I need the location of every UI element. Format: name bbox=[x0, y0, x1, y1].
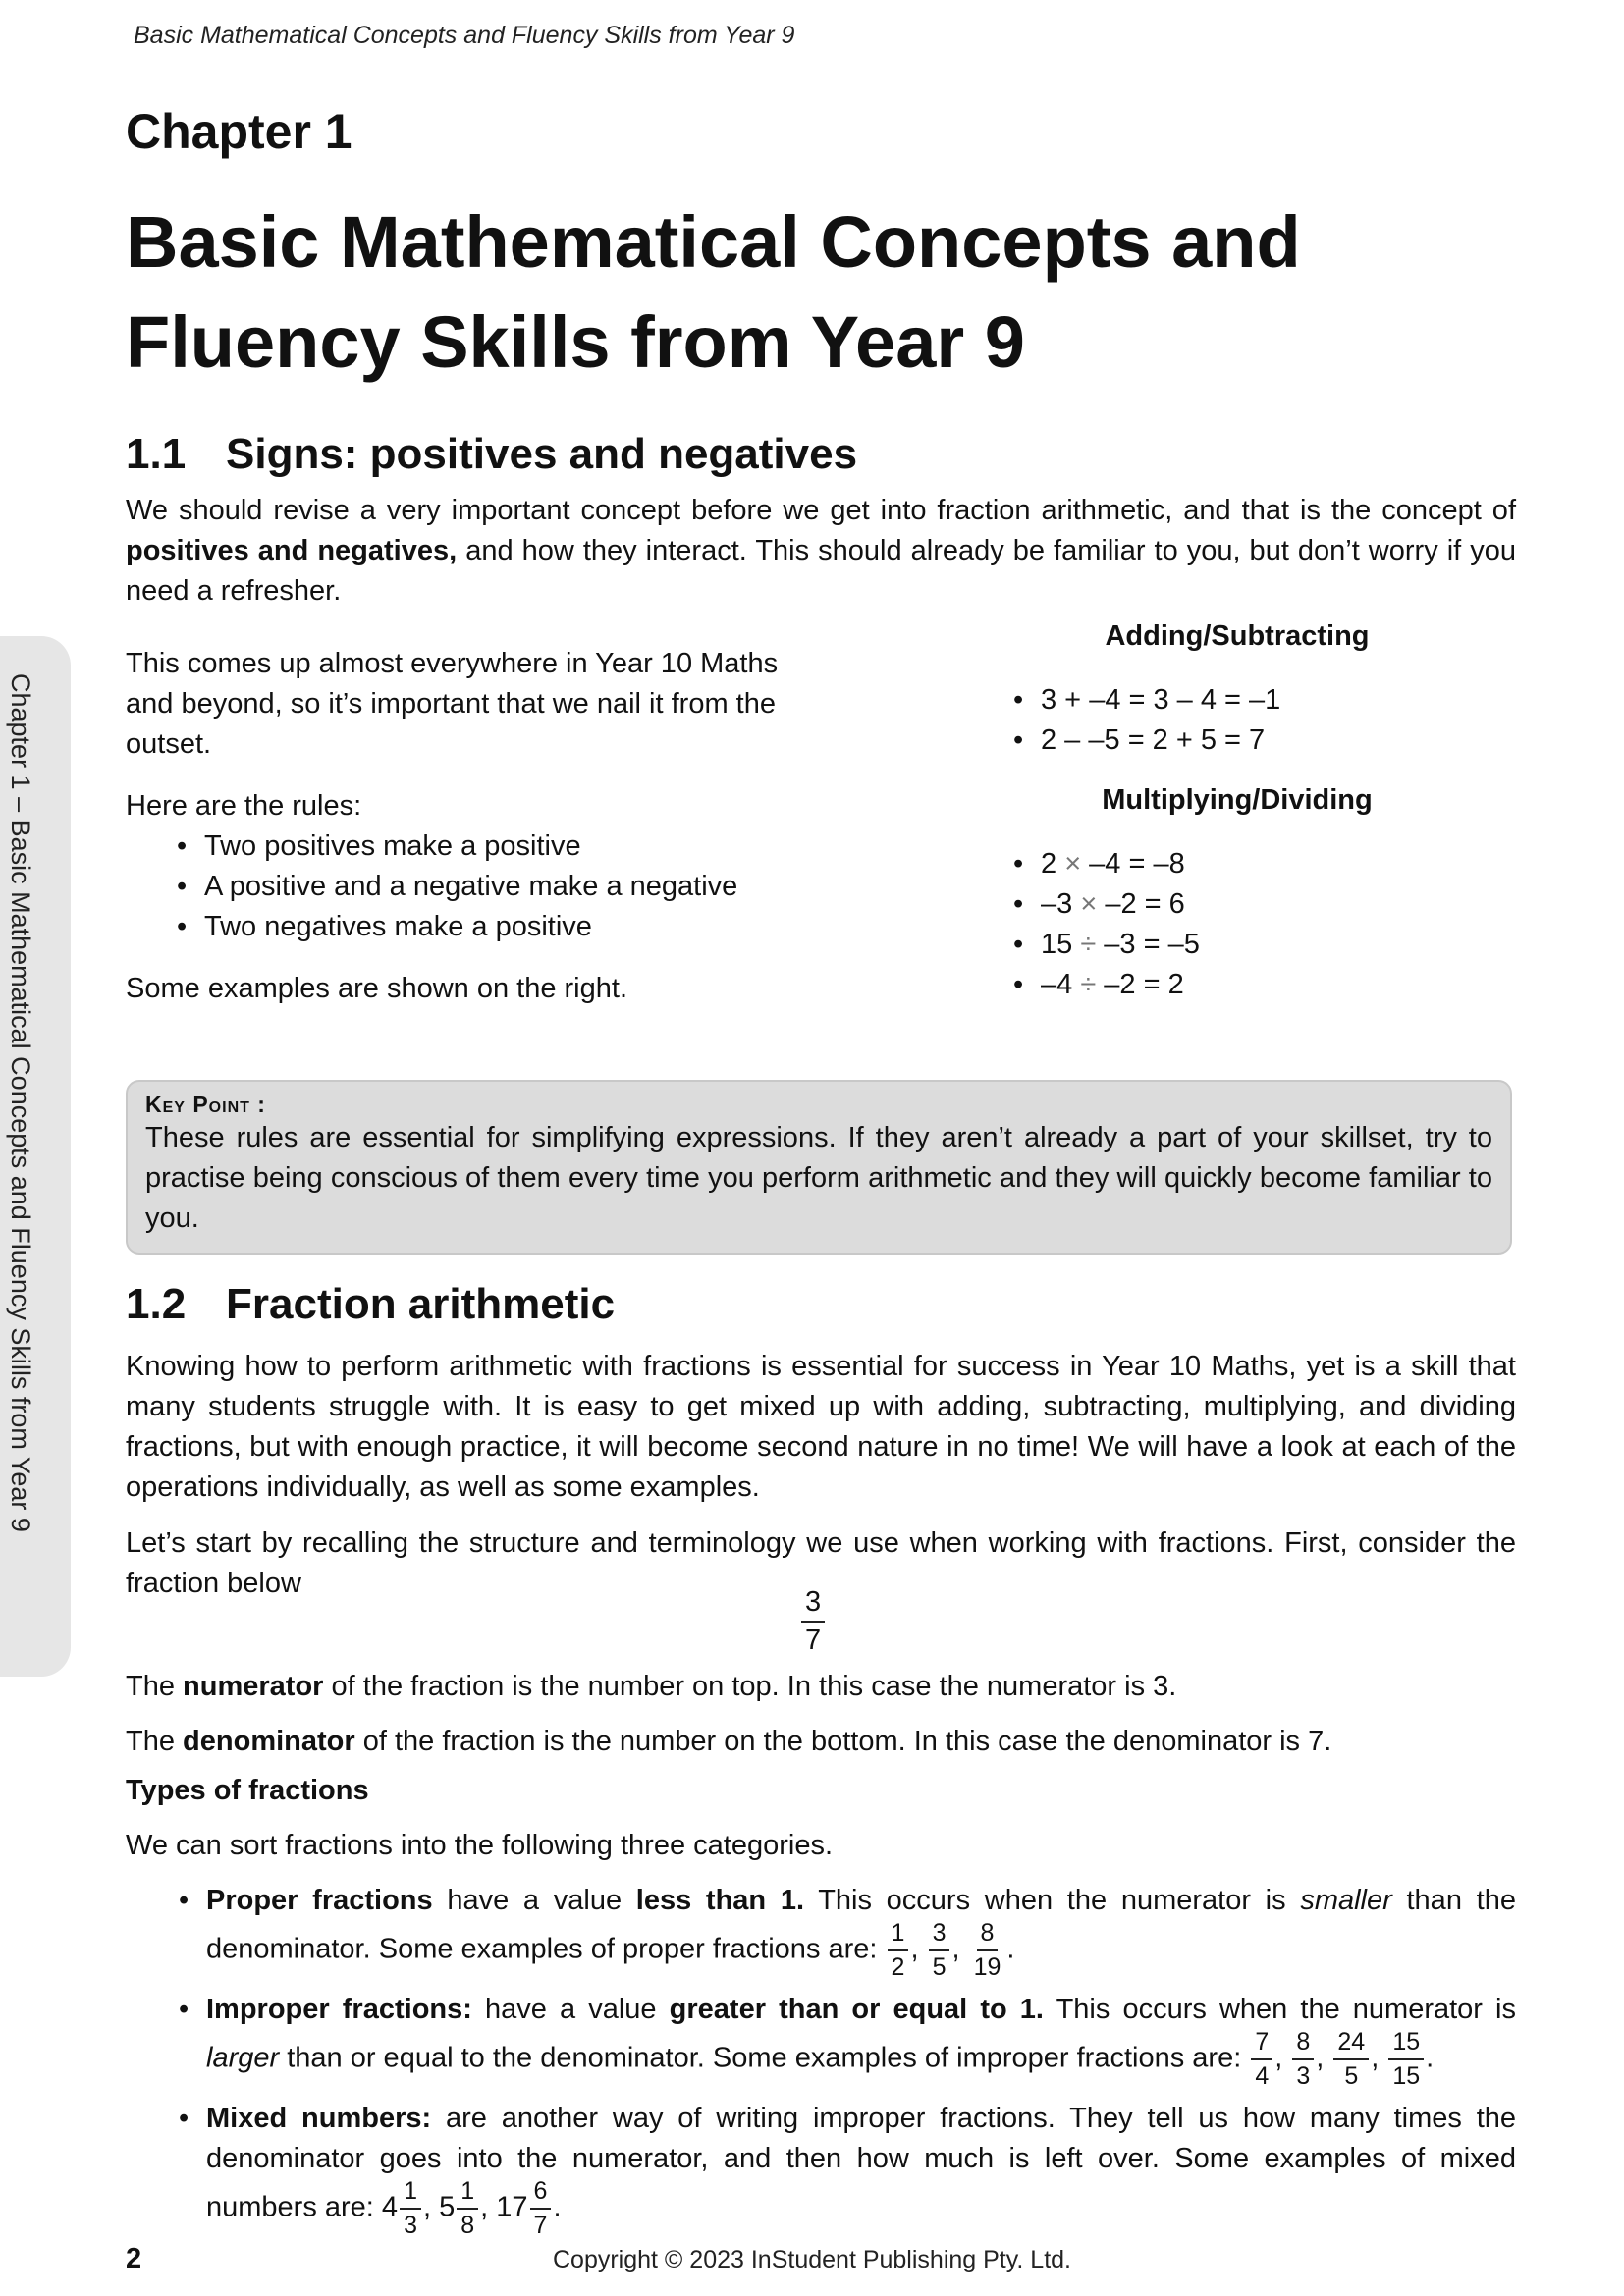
multiplying-examples bbox=[982, 844, 1492, 1005]
section-number: 1.1 bbox=[126, 430, 187, 478]
copyright-notice: Copyright © 2023 InStudent Publishing Pty. Ltd. bbox=[552, 2246, 1071, 2273]
list-item: • –3 × –2 = 6 bbox=[1041, 884, 1492, 925]
denominator-definition: The denominator of the fraction is the number on the bottom. In this case the denominator is 7. bbox=[126, 1726, 1332, 1757]
section-heading-1-1 bbox=[126, 430, 857, 479]
examples-column bbox=[982, 616, 1492, 1025]
types-heading: Types of fractions bbox=[126, 1775, 369, 1806]
list-item: • 3 + –4 = 3 – 4 = –1 bbox=[1041, 680, 1492, 721]
chapter-title: Basic Mathematical Concepts and Fluency Skills from Year 9 bbox=[126, 201, 1301, 383]
section-number: 1.2 bbox=[126, 1280, 187, 1328]
list-item: • A positive and a negative make a negative bbox=[204, 867, 813, 907]
chapter-label: Chapter 1 bbox=[126, 104, 352, 159]
section-1-2-paragraph: Knowing how to perform arithmetic with fractions is essential for success in Year 10 Maths, yet is a skill that many students struggle with. It is easy to get mixed up with adding, subtracting, multiplying, and dividing fractions, but with enough practice, it will become second nature in no time! We will have a look at each of the operations individually, as well as some examples. bbox=[126, 1351, 1516, 1503]
list-item: • 15 ÷ –3 = –5 bbox=[1041, 925, 1492, 965]
list-item: • Mixed numbers: are another way of writing improper fractions. They tell us how many times the denominator goes into the numerator, and then how much is left over. Some examples of mixed numbers are: 4 $\frac{1}{3}$ , 5 $\frac{1}{8}$ , 17 $\frac{6}{7}$ . bbox=[206, 2099, 1516, 2238]
list-item: • Improper fractions: have a value greater than or equal to 1. This occurs when the numerator is larger than or equal to the denominator. Some examples of improper fractions are: $\frac{7}{4}$ , $\frac{8}{3}$ , $\frac{24}{5}$ , $\frac{15}{15}$ . bbox=[206, 1990, 1516, 2089]
chapter-side-tab-text: Chapter 1 – Basic Mathematical Concepts and Fluency Skills from Year 9 bbox=[6, 673, 35, 1532]
list-item: • Proper fractions have a value less than 1. This occurs when the numerator is smaller than the denominator. Some examples of proper fractions are: $\frac{1}{2}$ , $\frac{3}{5}$ , $\frac{8}{19}$ . bbox=[206, 1881, 1516, 1980]
section-title: Fraction arithmetic bbox=[226, 1280, 616, 1328]
rules-column bbox=[126, 644, 813, 1009]
multiplying-heading: Multiplying/Dividing bbox=[1102, 784, 1373, 816]
list-item: • 2 × –4 = –8 bbox=[1041, 844, 1492, 884]
list-item: • 2 – –5 = 2 + 5 = 7 bbox=[1041, 721, 1492, 761]
list-item: • Two negatives make a positive bbox=[204, 907, 813, 947]
fraction-types-list bbox=[126, 1881, 1516, 2248]
rules-context: This comes up almost everywhere in Year 10 Maths and beyond, so it’s important that we nail it from the outset. bbox=[126, 648, 779, 760]
rules-intro: Here are the rules: bbox=[126, 790, 362, 822]
section-heading-1-2 bbox=[126, 1280, 615, 1329]
running-header: Basic Mathematical Concepts and Fluency Skills from Year 9 bbox=[134, 22, 795, 49]
example-fraction: $\frac{3}{7}$ bbox=[799, 1588, 827, 1655]
numerator-definition: The numerator of the fraction is the number on top. In this case the numerator is 3. bbox=[126, 1671, 1177, 1702]
section-1-1-intro bbox=[126, 491, 1516, 612]
page-number: 2 bbox=[126, 2243, 142, 2274]
rules-list bbox=[126, 827, 813, 947]
adding-heading: Adding/Subtracting bbox=[1105, 620, 1370, 652]
section-title: Signs: positives and negatives bbox=[226, 430, 858, 478]
key-point-label: Key Point : bbox=[145, 1092, 266, 1117]
list-item: • –4 ÷ –2 = 2 bbox=[1041, 965, 1492, 1005]
key-point-text: These rules are essential for simplifying expressions. If they aren’t already a part of your skillset, try to practise being conscious of them every time you perform arithmetic and they will quickly become familiar to you. bbox=[145, 1122, 1492, 1234]
list-item: • Two positives make a positive bbox=[204, 827, 813, 867]
intro-text: We should revise a very important concept before we get into fraction arithmetic, and that is the concept of bbox=[126, 495, 1516, 526]
intro-text: and how they interact. This should already be familiar to you, but don’t worry if you need a refresher. bbox=[126, 535, 1516, 607]
intro-bold-text: positives and negatives, bbox=[126, 535, 458, 566]
key-point-box bbox=[126, 1080, 1512, 1255]
examples-note: Some examples are shown on the right. bbox=[126, 973, 627, 1004]
types-intro: We can sort fractions into the following three categories. bbox=[126, 1830, 834, 1861]
section-1-2-paragraph: Let’s start by recalling the structure and terminology we use when working with fractions. First, consider the fraction below bbox=[126, 1527, 1516, 1599]
adding-examples bbox=[982, 680, 1492, 761]
